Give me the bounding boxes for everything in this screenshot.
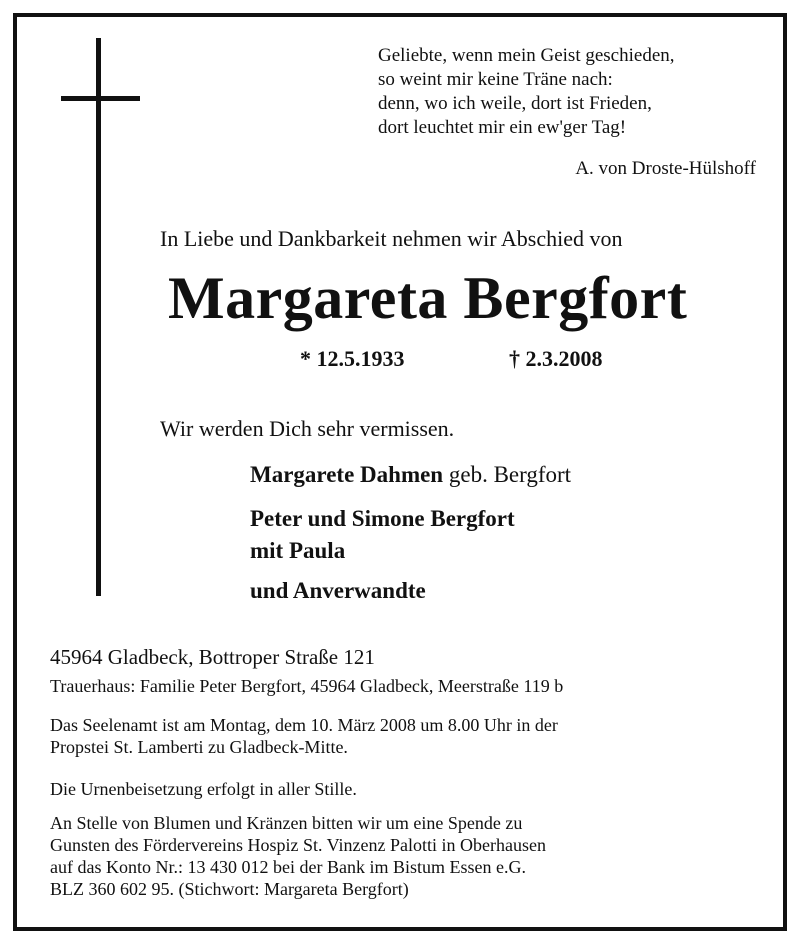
intro-text: In Liebe und Dankbarkeit nehmen wir Abschied von	[160, 226, 623, 251]
cross-horizontal-bar	[61, 96, 140, 101]
family-member-1-name: Margarete Dahmen	[250, 462, 444, 487]
family-member-1	[250, 462, 571, 488]
family-member-1-suffix: geb. Bergfort	[443, 462, 572, 487]
donation-info	[50, 812, 546, 900]
family-relatives: und Anverwandte	[250, 578, 426, 603]
poem-line: denn, wo ich weile, dort ist Frieden,	[378, 93, 652, 114]
donation-line: An Stelle von Blumen und Kränzen bitten wir um eine Spende zu	[50, 813, 523, 833]
service-info	[50, 714, 558, 758]
cross-vertical-bar	[96, 38, 101, 596]
trauerhaus: Trauerhaus: Familie Peter Bergfort, 45964 Gladbeck, Meerstraße 119 b	[50, 676, 564, 696]
address: 45964 Gladbeck, Bottroper Straße 121	[50, 645, 375, 669]
family-member-2-line-1: Peter und Simone Bergfort	[250, 506, 515, 531]
donation-line: BLZ 360 602 95. (Stichwort: Margareta Bergfort)	[50, 879, 409, 899]
poem-line: so weint mir keine Träne nach:	[378, 69, 613, 90]
burial-line: Die Urnenbeisetzung erfolgt in aller Stille.	[50, 779, 357, 799]
farewell-text: Wir werden Dich sehr vermissen.	[160, 416, 455, 441]
poem-author: A. von Droste-Hülshoff	[575, 158, 756, 179]
deceased-name: Margareta Bergfort	[168, 265, 688, 331]
service-line: Propstei St. Lamberti zu Gladbeck-Mitte.	[50, 737, 348, 757]
poem	[378, 44, 675, 140]
donation-line: Gunsten des Fördervereins Hospiz St. Vinzenz Palotti in Oberhausen	[50, 835, 546, 855]
family-member-2-line-2: mit Paula	[250, 538, 346, 563]
donation-line: auf das Konto Nr.: 13 430 012 bei der Bank im Bistum Essen e.G.	[50, 857, 526, 877]
poem-line: dort leuchtet mir ein ew'ger Tag!	[378, 117, 627, 138]
burial-info	[50, 778, 357, 800]
birth-date: * 12.5.1933	[300, 346, 405, 371]
poem-line: Geliebte, wenn mein Geist geschieden,	[378, 45, 675, 66]
death-date: † 2.3.2008	[509, 346, 603, 371]
service-line: Das Seelenamt ist am Montag, dem 10. März 2008 um 8.00 Uhr in der	[50, 715, 558, 735]
